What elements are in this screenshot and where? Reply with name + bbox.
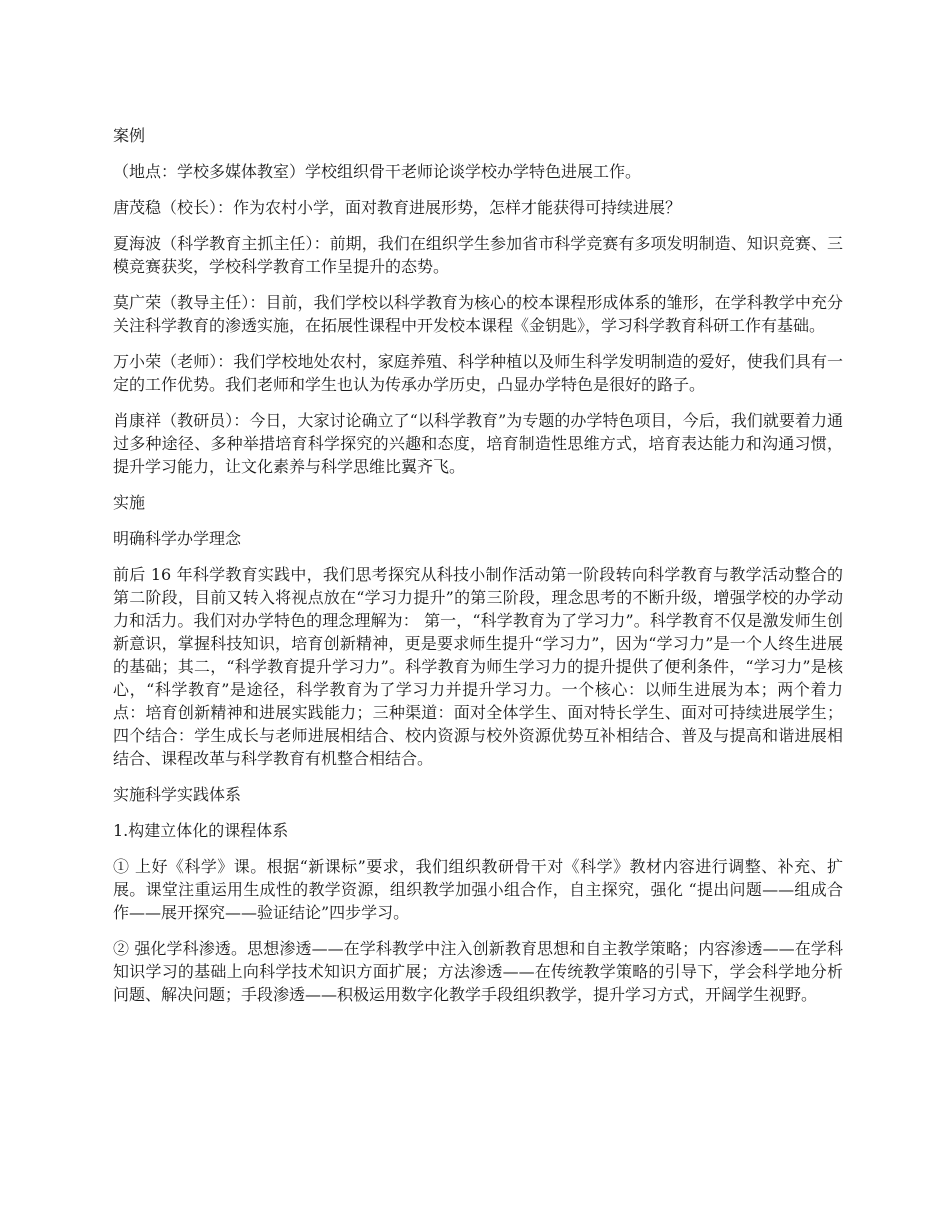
researcher-paragraph: 肖康祥（教研员）：今日，大家讨论确立了“以科学教育”为专题的办学特色项目，今后，我们就要着力通过多种途径、多种举措培育科学探究的兴趣和态度，培育制造性思维方式，培育表达能力和沟通习惯，提升学习能力，让文化素养与科学思维比翼齐飞。 <box>113 411 843 476</box>
principal-paragraph: 唐茂稳（校长）：作为农村小学，面对教育进展形势，怎样才能获得可持续进展？ <box>113 198 682 217</box>
concept-subheading: 明确科学办学理念 <box>113 529 242 548</box>
curriculum-subheading: 1.构建立体化的课程体系 <box>113 821 289 840</box>
location-paragraph: （地点：学校多媒体教室）学校组织骨干老师论谈学校办学特色进展工作。 <box>113 162 642 181</box>
concept-paragraph: 前后 16 年科学教育实践中，我们思考探究从科技小制作活动第一阶段转向科学教育与教学活动整合的第二阶段，目前又转入将视点放在“学习力提升”的第三阶段，理念思考的不断升级，增强学校的办学动力和活力。我们对办学特色的理念理解为： 第一，“科学教育为了学习力”。科学教育不仅是激发师生创新意识，掌握科技知识，培育创新精神，更是要求师生提升“学习力”，因为“学习力”是一个人终生进展的基础；其二，“科学教育提升学习力”。科学教育为师生学习力的提升提供了便利条件，“学习力”是核心，“科学教育”是途径，科学教育为了学习力并提升学习力。一个核心：以师生进展为本；两个着力点：培育创新精神和进展实践能力；三种渠道：面对全体学生、面对特长学生、面对可持续进展学生；四个结合：学生成长与老师进展相结合、校内资源与校外资源优势互补相结合、普及与提高和谐进展相结合、课程改革与科学教育有机整合相结合。 <box>113 565 843 768</box>
item-one-paragraph: ① 上好《科学》课。根据“新课标”要求，我们组织教研骨干对《科学》教材内容进行调整、补充、扩展。课堂注重运用生成性的教学资源，组织教学加强小组合作，自主探究，强化 “提出问题——组成合作——展开探究——验证结论”四步学习。 <box>113 857 843 922</box>
document-body <box>113 124 843 1019</box>
system-subheading: 实施科学实践体系 <box>113 785 242 804</box>
teacher-paragraph: 万小荣（老师）：我们学校地处农村，家庭养殖、科学种植以及师生科学发明制造的爱好，使我们具有一定的工作优势。我们老师和学生也认为传承办学历史，凸显办学特色是很好的路子。 <box>113 352 843 394</box>
item-two-paragraph: ② 强化学科渗透。思想渗透——在学科教学中注入创新教育思想和自主教学策略；内容渗透——在学科知识学习的基础上向科学技术知识方面扩展；方法渗透——在传统教学策略的引导下，学会科学地分析问题、解决问题；手段渗透——积极运用数字化教学手段组织教学，提升学习方式，开阔学生视野。 <box>113 939 843 1004</box>
science-director-paragraph: 夏海波（科学教育主抓主任）：前期，我们在组织学生参加省市科学竞赛有多项发明制造、知识竞赛、三模竞赛获奖，学校科学教育工作呈提升的态势。 <box>113 234 843 276</box>
case-heading: 案例 <box>113 126 146 145</box>
academic-director-paragraph: 莫广荣（教导主任）：目前，我们学校以科学教育为核心的校本课程形成体系的雏形，在学科教学中充分关注科学教育的渗透实施，在拓展性课程中开发校本课程《金钥匙》，学习科学教育科研工作有基础。 <box>113 293 843 335</box>
implement-heading: 实施 <box>113 493 146 512</box>
